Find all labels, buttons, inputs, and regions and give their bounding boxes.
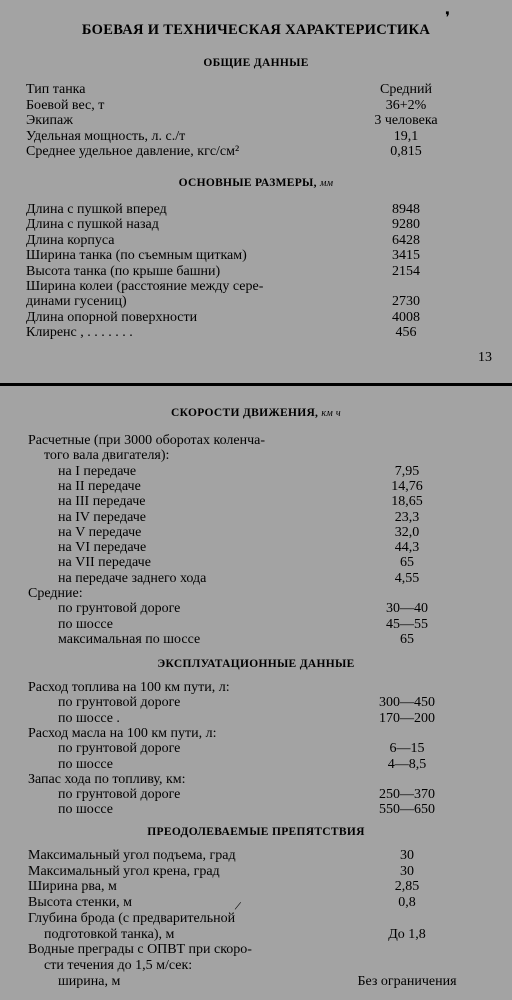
- table-row: [0, 294, 512, 310]
- page-title: БОЕВАЯ И ТЕХНИЧЕСКАЯ ХАРАКТЕРИСТИКА: [81, 22, 431, 38]
- row-value: Средний: [380, 82, 432, 97]
- table-row: [0, 864, 512, 880]
- row-label: по грунтовой дороге: [58, 741, 181, 757]
- row-value: 2154: [392, 263, 420, 279]
- section-heading-general: ОБЩИЕ ДАННЫЕ: [203, 57, 309, 69]
- row-label: по грунтовой дороге: [58, 787, 181, 803]
- row-value: 44,3: [394, 540, 420, 556]
- row-label: Глубина брода (с предварительной: [28, 910, 236, 926]
- table-row: [0, 540, 512, 556]
- row-value: 300—450: [379, 695, 435, 711]
- table-row: [0, 448, 512, 464]
- row-value: 0,815: [390, 144, 422, 159]
- row-value: 170—200: [379, 710, 435, 726]
- table-row: [0, 144, 512, 160]
- row-label: Удельная мощность, л. с./т: [26, 128, 186, 144]
- row-value: 4008: [392, 309, 420, 325]
- table-row: [0, 680, 512, 696]
- row-value: 4—8,5: [387, 756, 427, 772]
- row-value: 19,1: [393, 128, 419, 144]
- row-label: на I передаче: [58, 463, 137, 479]
- row-label: Ширина колеи (расстояние между сере-: [26, 279, 264, 294]
- row-value: 30: [400, 863, 414, 879]
- row-value: 2,85: [394, 879, 420, 895]
- table-row: [0, 571, 512, 587]
- row-label: на V передаче: [58, 524, 142, 540]
- row-value: 6428: [392, 232, 420, 248]
- table-row: [0, 129, 512, 145]
- table-row: [0, 695, 512, 711]
- table-row: [0, 911, 512, 927]
- section-heading-speeds: [0, 407, 512, 419]
- table-row: [0, 264, 512, 280]
- table-row: [0, 555, 512, 571]
- row-label: по шоссе: [58, 802, 113, 818]
- row-value: 7,95: [394, 463, 420, 479]
- row-label: Средние:: [28, 586, 83, 601]
- row-value: 18,65: [391, 494, 423, 510]
- speeds-heading-text: СКОРОСТИ ДВИЖЕНИЯ,: [171, 407, 319, 419]
- row-label: Расход топлива на 100 км пути, л:: [28, 680, 230, 695]
- row-label: Среднее удельное давление, кгс/см²: [26, 144, 240, 159]
- row-label: Длина опорной поверхности: [26, 309, 198, 325]
- row-label: на IV передаче: [58, 509, 146, 525]
- table-row: [0, 942, 512, 958]
- row-value: 9280: [392, 217, 420, 233]
- page-divider: [0, 383, 512, 386]
- row-label: ширина, м: [58, 973, 121, 989]
- row-label: максимальная по шоссе: [58, 631, 201, 647]
- row-value: Без ограничения: [357, 973, 457, 989]
- row-value: 456: [395, 325, 417, 341]
- row-label: Запас хода по топливу, км:: [28, 771, 186, 787]
- row-value: 14,76: [391, 478, 423, 494]
- row-label: подготовкой танка), м: [44, 926, 175, 942]
- table-row: [0, 848, 512, 864]
- dimensions-heading-text: ОСНОВНЫЕ РАЗМЕРЫ,: [178, 177, 317, 189]
- row-value: 45—55: [386, 616, 428, 632]
- row-label: Боевой вес, т: [26, 97, 105, 113]
- table-row: [0, 601, 512, 617]
- row-value: 550—650: [379, 802, 435, 818]
- page-number: 13: [478, 350, 492, 365]
- table-row: [0, 757, 512, 773]
- row-label: на III передаче: [58, 494, 146, 510]
- row-label: Длина корпуса: [26, 232, 115, 248]
- row-label: Длина с пушкой назад: [26, 217, 159, 233]
- row-label: Ширина рва, м: [28, 879, 117, 895]
- table-row: [0, 82, 512, 98]
- section-heading-dimensions: [0, 177, 512, 189]
- table-row: [0, 802, 512, 818]
- row-label: Максимальный угол подъема, град: [28, 848, 236, 863]
- table-row: [0, 202, 512, 218]
- table-row: [0, 632, 512, 648]
- row-label: сти течения до 1,5 м/сек:: [44, 957, 193, 973]
- row-label: Клиренс , . . . . . . .: [26, 325, 133, 341]
- row-label: по шоссе: [58, 616, 113, 632]
- row-label: Расход масла на 100 км пути, л:: [28, 725, 217, 741]
- table-row: [0, 113, 512, 129]
- row-label: Водные преграды с ОПВТ при скоро-: [28, 942, 252, 958]
- row-value: 36+2%: [385, 97, 427, 113]
- row-value: 0,8: [398, 895, 416, 911]
- row-label: Максимальный угол крена, град: [28, 863, 220, 879]
- row-label: по шоссе .: [58, 710, 120, 726]
- row-label: того вала двигателя):: [44, 448, 170, 464]
- row-label: динами гусениц): [26, 294, 127, 310]
- table-row: [0, 927, 512, 943]
- row-label: на VI передаче: [58, 540, 147, 556]
- row-label: Длина с пушкой вперед: [26, 202, 167, 217]
- section-heading-obstacles: ПРЕОДОЛЕВАЕМЫЕ ПРЕПЯТСТВИЯ: [147, 826, 365, 838]
- row-label: на VII передаче: [58, 555, 151, 571]
- row-label: по грунтовой дороге: [58, 601, 181, 617]
- table-row: [0, 879, 512, 895]
- row-value: 30: [400, 848, 414, 863]
- table-row: [0, 217, 512, 233]
- table-row: [0, 741, 512, 757]
- table-row: [0, 479, 512, 495]
- table-row: [0, 233, 512, 249]
- row-value: 3 человека: [374, 113, 438, 128]
- speeds-unit: км ч: [321, 408, 341, 419]
- table-row: [0, 895, 512, 911]
- table-row: [0, 787, 512, 803]
- row-value: 8948: [392, 202, 420, 217]
- table-row: [0, 958, 512, 974]
- row-value: 2730: [392, 294, 420, 310]
- page-top: [0, 0, 512, 385]
- row-value: 65: [400, 631, 414, 647]
- table-row: [0, 248, 512, 264]
- table-row: [0, 711, 512, 727]
- table-row: [0, 726, 512, 742]
- row-value: 250—370: [379, 787, 435, 803]
- row-label: Экипаж: [26, 113, 73, 128]
- row-label: по шоссе: [58, 756, 113, 772]
- margin-tick: /: [233, 897, 243, 914]
- table-row: [0, 494, 512, 510]
- row-value: 6—15: [389, 741, 425, 757]
- row-label: на II передаче: [58, 478, 141, 494]
- row-value: 30—40: [386, 601, 428, 617]
- table-row: [0, 433, 512, 449]
- row-label: Тип танка: [26, 82, 86, 97]
- row-value: 3415: [392, 248, 420, 264]
- row-label: Высота стенки, м: [28, 895, 132, 911]
- row-value: 4,55: [394, 570, 420, 586]
- table-row: [0, 772, 512, 788]
- row-value: 65: [400, 555, 414, 571]
- row-label: Расчетные (при 3000 оборотах коленча-: [28, 433, 266, 448]
- row-label: по грунтовой дороге: [58, 695, 181, 711]
- row-value: До 1,8: [388, 926, 426, 942]
- margin-mark: ❜: [445, 10, 451, 27]
- table-row: [0, 279, 512, 295]
- table-row: [0, 325, 512, 341]
- table-row: [0, 525, 512, 541]
- table-row: [0, 510, 512, 526]
- table-row: [0, 586, 512, 602]
- row-value: 23,3: [394, 509, 420, 525]
- row-label: Высота танка (по крыше башни): [26, 263, 221, 279]
- dimensions-unit: мм: [320, 178, 334, 189]
- row-label: Ширина танка (по съемным щиткам): [26, 248, 247, 264]
- section-heading-operation: ЭКСПЛУАТАЦИОННЫЕ ДАННЫЕ: [157, 658, 355, 670]
- table-row: [0, 464, 512, 480]
- table-row: [0, 974, 512, 990]
- table-row: [0, 98, 512, 114]
- row-label: на передаче заднего хода: [58, 570, 207, 586]
- row-value: 32,0: [394, 524, 420, 540]
- table-row: [0, 617, 512, 633]
- table-row: [0, 310, 512, 326]
